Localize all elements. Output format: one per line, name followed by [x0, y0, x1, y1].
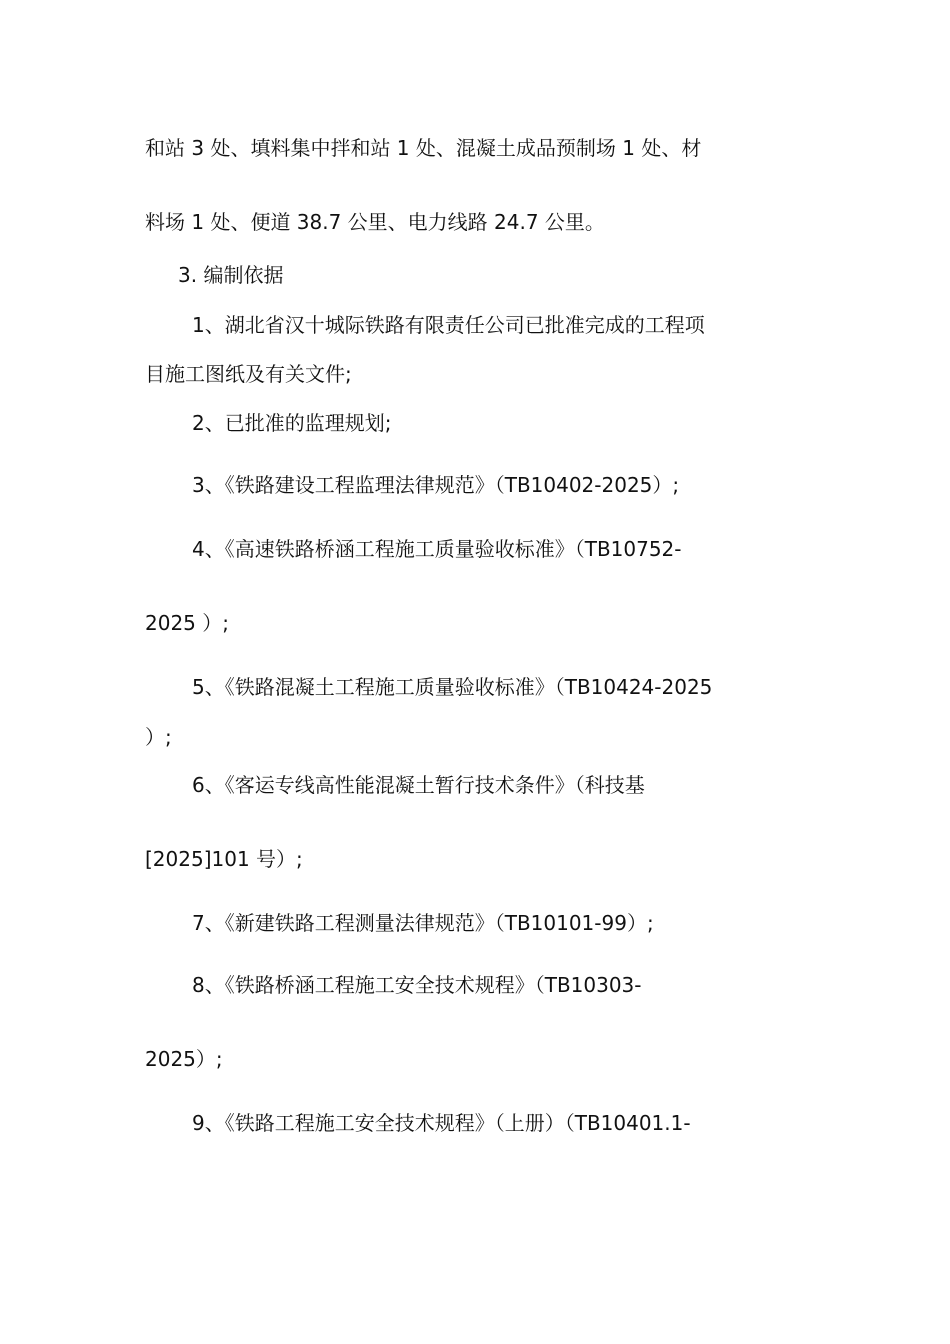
text-line-16: 2025）; — [145, 1047, 223, 1071]
text-line-6: 2、已批准的监理规划; — [192, 411, 392, 435]
text-line-2: 料场 1 处、便道 38.7 公里、电力线路 24.7 公里。 — [145, 210, 605, 234]
text-line-11: ）; — [145, 725, 172, 749]
text-line-5: 目施工图纸及有关文件; — [145, 362, 352, 386]
text-line-7: 3、《铁路建设工程监理法律规范》（TB10402-2025）; — [192, 473, 680, 497]
text-line-9: 2025 ）; — [145, 611, 229, 635]
text-line-13: [2025]101 号）; — [145, 847, 303, 871]
text-line-17: 9、《铁路工程施工安全技术规程》（上册）（TB10401.1- — [192, 1111, 691, 1135]
text-line-10: 5、《铁路混凝土工程施工质量验收标准》（TB10424-2025 — [192, 675, 713, 699]
text-line-1-content: 和站 3 处、填料集中拌和站 1 处、混凝土成品预制场 1 处、材 — [145, 136, 702, 160]
section-heading: 3. 编制依据 — [178, 263, 284, 287]
text-line-15: 8、《铁路桥涵工程施工安全技术规程》（TB10303- — [192, 973, 642, 997]
text-line-12: 6、《客运专线高性能混凝土暂行技术条件》（科技基 — [192, 773, 645, 797]
text-line-4: 1、湖北省汉十城际铁路有限责任公司已批准完成的工程项 — [192, 313, 705, 337]
text-line-8: 4、《高速铁路桥涵工程施工质量验收标准》（TB10752- — [192, 537, 682, 561]
text-line-1 — [145, 136, 805, 160]
text-line-14: 7、《新建铁路工程测量法律规范》（TB10101-99）; — [192, 911, 654, 935]
